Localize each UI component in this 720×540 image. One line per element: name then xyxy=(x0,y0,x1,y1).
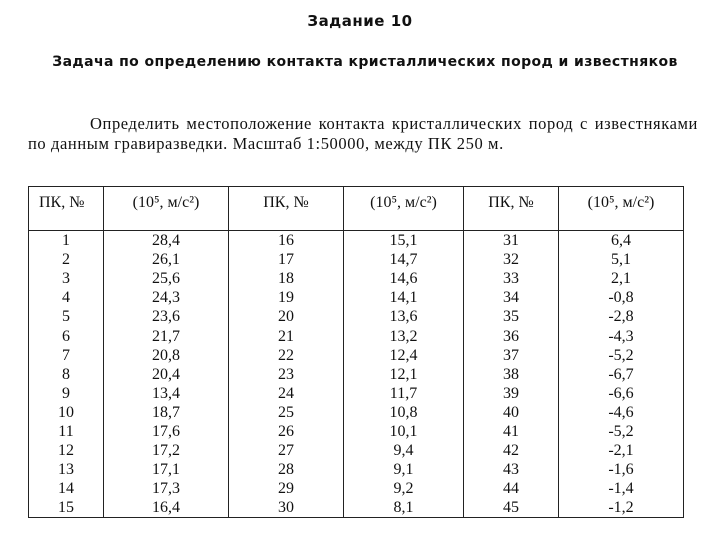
gravity-cell: 23,6 xyxy=(104,307,229,326)
table-row xyxy=(29,460,684,479)
picket-cell: 1 xyxy=(29,231,104,251)
picket-cell: 7 xyxy=(29,346,104,365)
table-row xyxy=(29,250,684,269)
table-row xyxy=(29,269,684,288)
picket-cell: 13 xyxy=(29,460,104,479)
picket-cell: 24 xyxy=(229,384,344,403)
gravity-cell: 17,6 xyxy=(104,422,229,441)
picket-cell: 2 xyxy=(29,250,104,269)
picket-cell: 28 xyxy=(229,460,344,479)
gravity-cell: 21,7 xyxy=(104,326,229,345)
gravity-cell: 14,7 xyxy=(344,250,464,269)
header-gravity-1: (10⁵, м/с²) xyxy=(104,187,229,231)
picket-cell: 27 xyxy=(229,441,344,460)
picket-cell: 40 xyxy=(464,403,559,422)
picket-cell: 36 xyxy=(464,326,559,345)
header-picket-1: ПК, № xyxy=(29,187,104,231)
picket-cell: 22 xyxy=(229,346,344,365)
picket-cell: 41 xyxy=(464,422,559,441)
gravity-cell: 8,1 xyxy=(344,498,464,518)
picket-cell: 35 xyxy=(464,307,559,326)
picket-cell: 39 xyxy=(464,384,559,403)
gravity-cell: 20,4 xyxy=(104,365,229,384)
gravity-cell: 17,3 xyxy=(104,479,229,498)
picket-cell: 3 xyxy=(29,269,104,288)
gravity-cell: 20,8 xyxy=(104,346,229,365)
table-row xyxy=(29,498,684,518)
gravity-cell: 24,3 xyxy=(104,288,229,307)
gravity-cell: 12,1 xyxy=(344,365,464,384)
table-row xyxy=(29,231,684,251)
picket-cell: 44 xyxy=(464,479,559,498)
gravity-cell: -1,4 xyxy=(559,479,684,498)
picket-cell: 42 xyxy=(464,441,559,460)
header-picket-2: ПК, № xyxy=(229,187,344,231)
gravity-cell: 16,4 xyxy=(104,498,229,518)
picket-cell: 33 xyxy=(464,269,559,288)
picket-cell: 37 xyxy=(464,346,559,365)
table-row xyxy=(29,288,684,307)
picket-cell: 21 xyxy=(229,326,344,345)
page-title: Задание 10 xyxy=(307,12,413,30)
picket-cell: 43 xyxy=(464,460,559,479)
gravity-cell: -5,2 xyxy=(559,346,684,365)
gravity-cell: 17,1 xyxy=(104,460,229,479)
table-row xyxy=(29,479,684,498)
gravity-cell: -1,6 xyxy=(559,460,684,479)
picket-cell: 45 xyxy=(464,498,559,518)
picket-cell: 25 xyxy=(229,403,344,422)
gravity-cell: 10,8 xyxy=(344,403,464,422)
gravity-cell: 18,7 xyxy=(104,403,229,422)
gravity-cell: 13,4 xyxy=(104,384,229,403)
picket-cell: 8 xyxy=(29,365,104,384)
picket-cell: 30 xyxy=(229,498,344,518)
gravity-cell: 5,1 xyxy=(559,250,684,269)
picket-cell: 14 xyxy=(29,479,104,498)
header-gravity-3: (10⁵, м/с²) xyxy=(559,187,684,231)
picket-cell: 16 xyxy=(229,231,344,251)
task-subtitle: Задача по определению контакта кристаллических пород и известняков xyxy=(52,54,678,70)
gravity-cell: 6,4 xyxy=(559,231,684,251)
gravity-cell: 13,6 xyxy=(344,307,464,326)
gravity-cell: 9,2 xyxy=(344,479,464,498)
gravity-cell: 28,4 xyxy=(104,231,229,251)
gravity-cell: 14,1 xyxy=(344,288,464,307)
table-row xyxy=(29,384,684,403)
picket-cell: 19 xyxy=(229,288,344,307)
header-gravity-2: (10⁵, м/с²) xyxy=(344,187,464,231)
picket-cell: 9 xyxy=(29,384,104,403)
picket-cell: 12 xyxy=(29,441,104,460)
gravity-cell: -0,8 xyxy=(559,288,684,307)
gravity-cell: 10,1 xyxy=(344,422,464,441)
gravity-cell: -5,2 xyxy=(559,422,684,441)
picket-cell: 18 xyxy=(229,269,344,288)
gravity-cell: -6,6 xyxy=(559,384,684,403)
picket-cell: 6 xyxy=(29,326,104,345)
gravity-cell: 25,6 xyxy=(104,269,229,288)
gravity-cell: 9,4 xyxy=(344,441,464,460)
picket-cell: 38 xyxy=(464,365,559,384)
picket-cell: 34 xyxy=(464,288,559,307)
gravity-cell: 17,2 xyxy=(104,441,229,460)
gravity-cell: 13,2 xyxy=(344,326,464,345)
table-row xyxy=(29,403,684,422)
table-row xyxy=(29,441,684,460)
header-picket-3: ПК, № xyxy=(464,187,559,231)
gravity-cell: -6,7 xyxy=(559,365,684,384)
gravity-data-table xyxy=(28,186,684,518)
picket-cell: 32 xyxy=(464,250,559,269)
gravity-cell: -2,1 xyxy=(559,441,684,460)
picket-cell: 23 xyxy=(229,365,344,384)
gravity-cell: 26,1 xyxy=(104,250,229,269)
gravity-cell: 9,1 xyxy=(344,460,464,479)
picket-cell: 31 xyxy=(464,231,559,251)
gravity-cell: -4,3 xyxy=(559,326,684,345)
table-row xyxy=(29,307,684,326)
table-body xyxy=(29,231,684,518)
picket-cell: 26 xyxy=(229,422,344,441)
picket-cell: 29 xyxy=(229,479,344,498)
picket-cell: 11 xyxy=(29,422,104,441)
table-row xyxy=(29,346,684,365)
table-row xyxy=(29,365,684,384)
picket-cell: 10 xyxy=(29,403,104,422)
gravity-cell: 15,1 xyxy=(344,231,464,251)
gravity-cell: 11,7 xyxy=(344,384,464,403)
table-row xyxy=(29,422,684,441)
table-header-row xyxy=(29,187,684,231)
gravity-cell: 12,4 xyxy=(344,346,464,365)
gravity-cell: 2,1 xyxy=(559,269,684,288)
gravity-cell: -1,2 xyxy=(559,498,684,518)
picket-cell: 20 xyxy=(229,307,344,326)
gravity-cell: 14,6 xyxy=(344,269,464,288)
picket-cell: 5 xyxy=(29,307,104,326)
gravity-cell: -4,6 xyxy=(559,403,684,422)
task-description: Определить местоположение контакта кристаллических пород с известняками по данным гравиразведки. Масштаб 1:50000, между ПК 250 м. xyxy=(28,114,698,153)
picket-cell: 15 xyxy=(29,498,104,518)
gravity-cell: -2,8 xyxy=(559,307,684,326)
picket-cell: 17 xyxy=(229,250,344,269)
table-row xyxy=(29,326,684,345)
picket-cell: 4 xyxy=(29,288,104,307)
